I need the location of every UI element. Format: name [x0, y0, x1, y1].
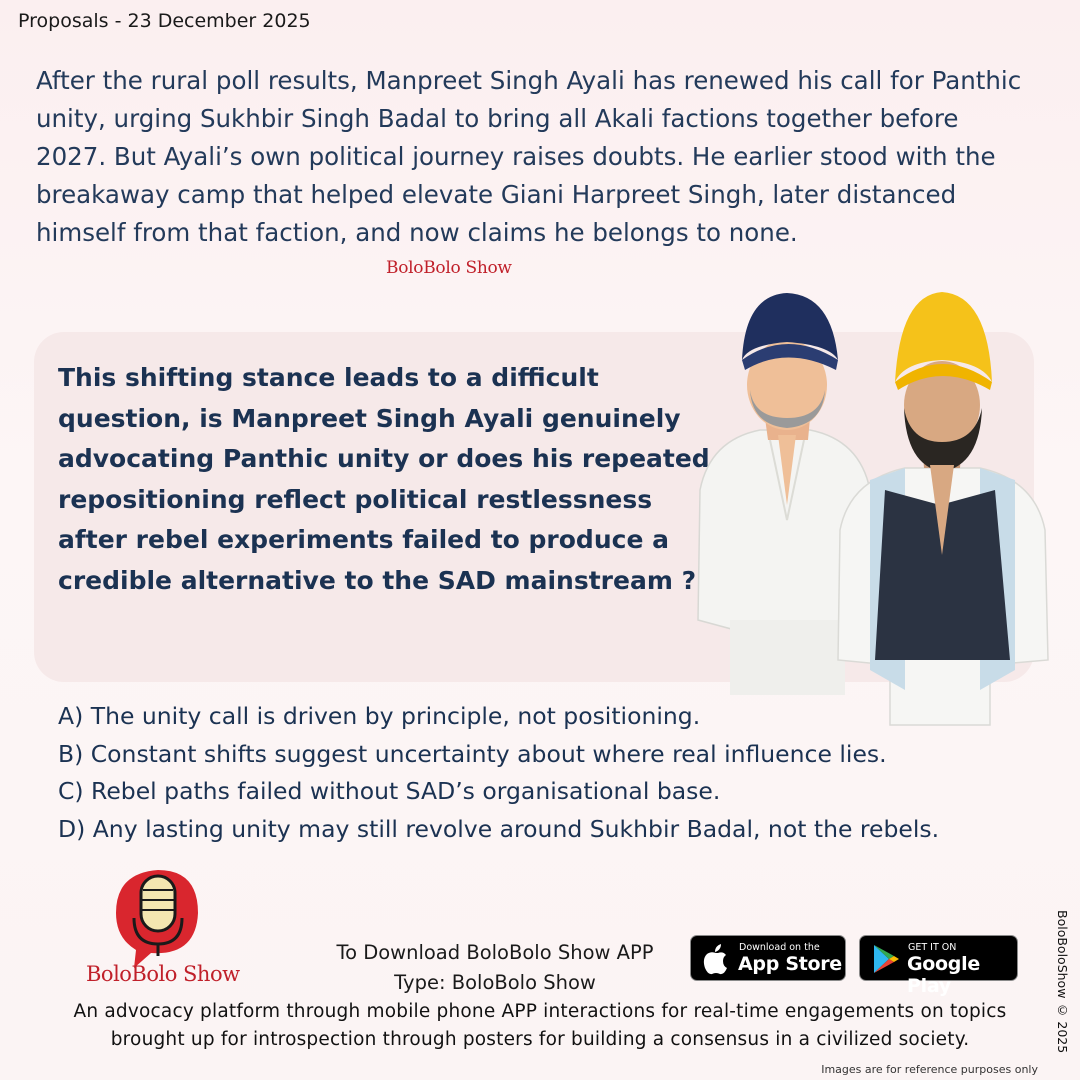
watermark-brand: BoloBolo Show: [386, 258, 512, 278]
download-line-1: To Download BoloBolo Show APP: [336, 941, 654, 964]
app-store-small-text: Download on the: [739, 942, 820, 953]
download-instructions: [310, 938, 680, 998]
google-play-small-text: GET IT ON: [908, 942, 957, 953]
option-b[interactable]: B) Constant shifts suggest uncertainty about where real influence lies.: [58, 739, 887, 768]
tagline-line-2: brought up for introspection through posters for building a consensus in a civilized society.: [110, 1029, 970, 1050]
download-line-2: Type: BoloBolo Show: [394, 971, 596, 994]
figure-right: [838, 292, 1048, 725]
disclaimer: Images are for reference purposes only: [821, 1063, 1038, 1076]
intro-paragraph: After the rural poll results, Manpreet Singh Ayali has renewed his call for Panthic unity, urging Sukhbir Singh Badal to bring all Akali factions together before 2027. But Ayali’s own political journey raises doubts. He earlier stood with the breakaway camp that helped elevate Giani Harpreet Singh, later distanced himself from that faction, and now claims he belongs to none.: [36, 66, 1022, 247]
option-d[interactable]: D) Any lasting unity may still revolve around Sukhbir Badal, not the rebels.: [58, 814, 940, 843]
question-text: This shifting stance leads to a difficult question, is Manpreet Singh Ayali genuinely advocating Panthic unity or does his repeated repositioning reflect political restlessness after rebel experiments failed to produce a credible alternative to the SAD mainstream ?: [58, 363, 710, 595]
side-copyright: BoloBoloShow © 2025: [1055, 910, 1070, 1054]
option-c[interactable]: C) Rebel paths failed without SAD’s organisational base.: [58, 777, 721, 805]
politicians-illustration: [690, 290, 1060, 730]
answer-options: [58, 698, 1068, 848]
app-store-big-text: App Store: [738, 953, 842, 975]
tagline: [30, 998, 1050, 1054]
option-a[interactable]: A) The unity call is driven by principle, not positioning.: [58, 702, 701, 730]
google-play-big-text: Google Play: [907, 953, 980, 997]
google-play-button[interactable]: [859, 935, 1018, 997]
header-date: Proposals - 23 December 2025: [18, 10, 311, 32]
tagline-line-1: An advocacy platform through mobile phone APP interactions for real-time engagements on topics: [73, 1001, 1007, 1022]
google-play-icon: [871, 943, 901, 975]
app-store-button[interactable]: [690, 935, 846, 981]
logo-text: BoloBolo Show: [86, 962, 240, 986]
apple-icon: [701, 942, 731, 976]
